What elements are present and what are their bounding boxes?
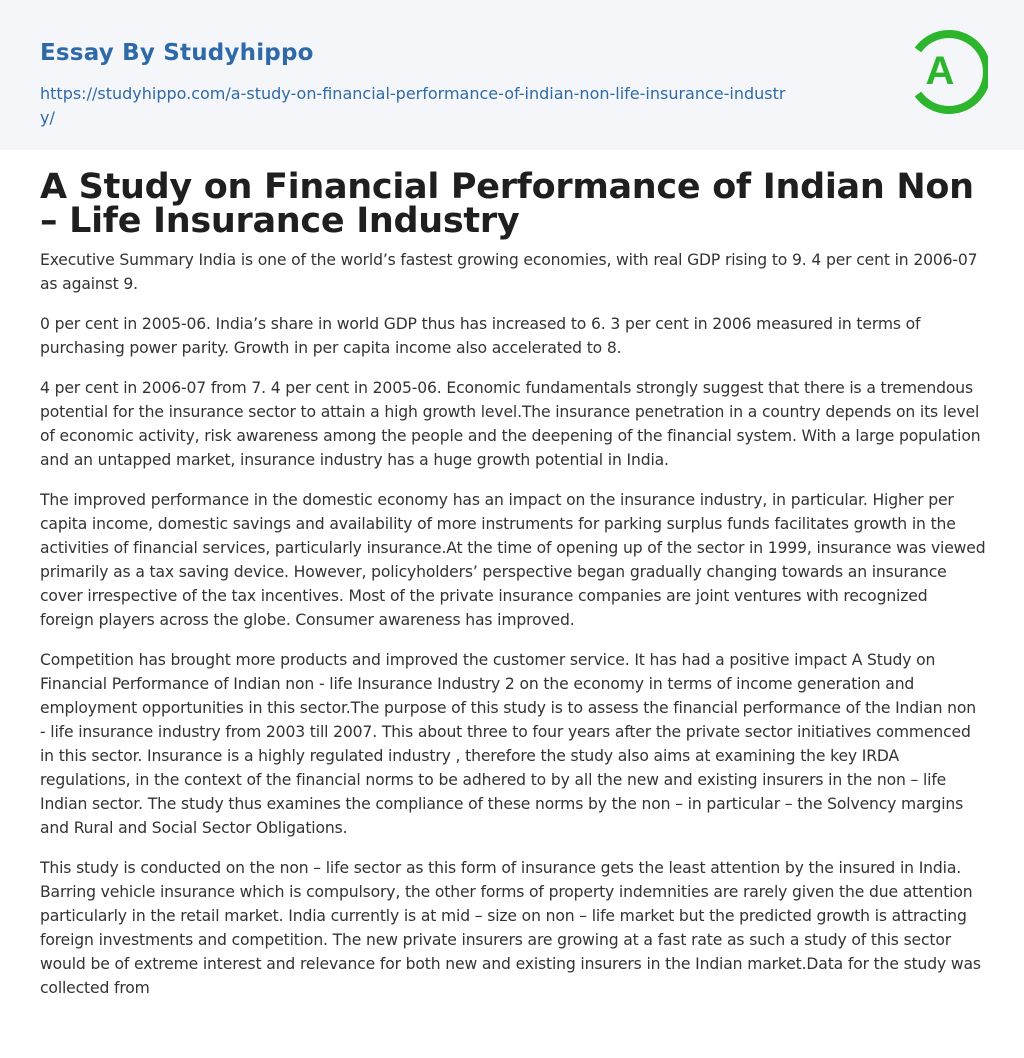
article-paragraph: Executive Summary India is one of the world’s fastest growing economies, with real GDP rising to 9. 4 per cent in 2006-07 as against 9. [40, 251, 978, 293]
brand-title[interactable]: Essay By Studyhippo [40, 40, 314, 66]
article-paragraph: The improved performance in the domestic economy has an impact on the insurance industry, in particular. Higher per capita income, domestic savings and availability of more instruments for parking surplus funds facilitates growth in the activities of financial services, particularly insurance.At the time of opening up of the sector in 1999, insurance was viewed primarily as a tax saving device. However, policyholders’ perspective began gradually changing towards an insurance cover irrespective of the tax incentives. Most of the private insurance companies are joint ventures with recognized foreign players across the globe. Consumer awareness has improved. [40, 491, 986, 629]
logo-letter: A [925, 49, 955, 93]
article-paragraph: This study is conducted on the non – life sector as this form of insurance gets the least attention by the insured in India. Barring vehicle insurance which is compulsory, the other forms of property indemnities are rarely given the due attention particularly in the retail market. India currently is at mid – size on non – life market but the predicted growth is attracting foreign investments and competition. The new private insurers are growing at a fast rate as such a study of this sector would be of extreme interest and relevance for both new and existing insurers in the Indian market.Data for the study was collected from [40, 859, 981, 997]
site-header [0, 0, 1024, 150]
article [40, 167, 986, 1016]
studyhippo-a-logo-icon[interactable] [910, 28, 988, 116]
article-paragraph: 4 per cent in 2006-07 from 7. 4 per cent in 2005-06. Economic fundamentals strongly suggest that there is a tremendous potential for the insurance sector to attain a high growth level.The insurance penetration in a country depends on its level of economic activity, risk awareness among the people and the deepening of the financial system. With a large population and an untapped market, insurance industry has a huge growth potential in India. [40, 379, 981, 469]
article-paragraph: 0 per cent in 2005-06. India’s share in world GDP thus has increased to 6. 3 per cent in 2006 measured in terms of purchasing power parity. Growth in per capita income also accelerated to 8. [40, 315, 921, 357]
essay-url-link[interactable]: https://studyhippo.com/a-study-on-financial-performance-of-indian-non-life-insurance-industry/ [40, 84, 786, 127]
article-paragraph: Competition has brought more products and improved the customer service. It has had a positive impact A Study on Financial Performance of Indian non - life Insurance Industry 2 on the economy in terms of income generation and employment opportunities in this sector.The purpose of this study is to assess the financial performance of the Indian non - life insurance industry from 2003 till 2007. This about three to four years after the private sector initiatives commenced in this sector. Insurance is a highly regulated industry , therefore the study also aims at examining the key IRDA regulations, in the context of the financial norms to be adhered to by all the new and existing insurers in the non – life Indian sector. The study thus examines the compliance of these norms by the non – in particular – the Solvency margins and Rural and Social Sector Obligations. [40, 651, 977, 837]
article-title: A Study on Financial Performance of Indian Non – Life Insurance Industry [40, 167, 974, 241]
